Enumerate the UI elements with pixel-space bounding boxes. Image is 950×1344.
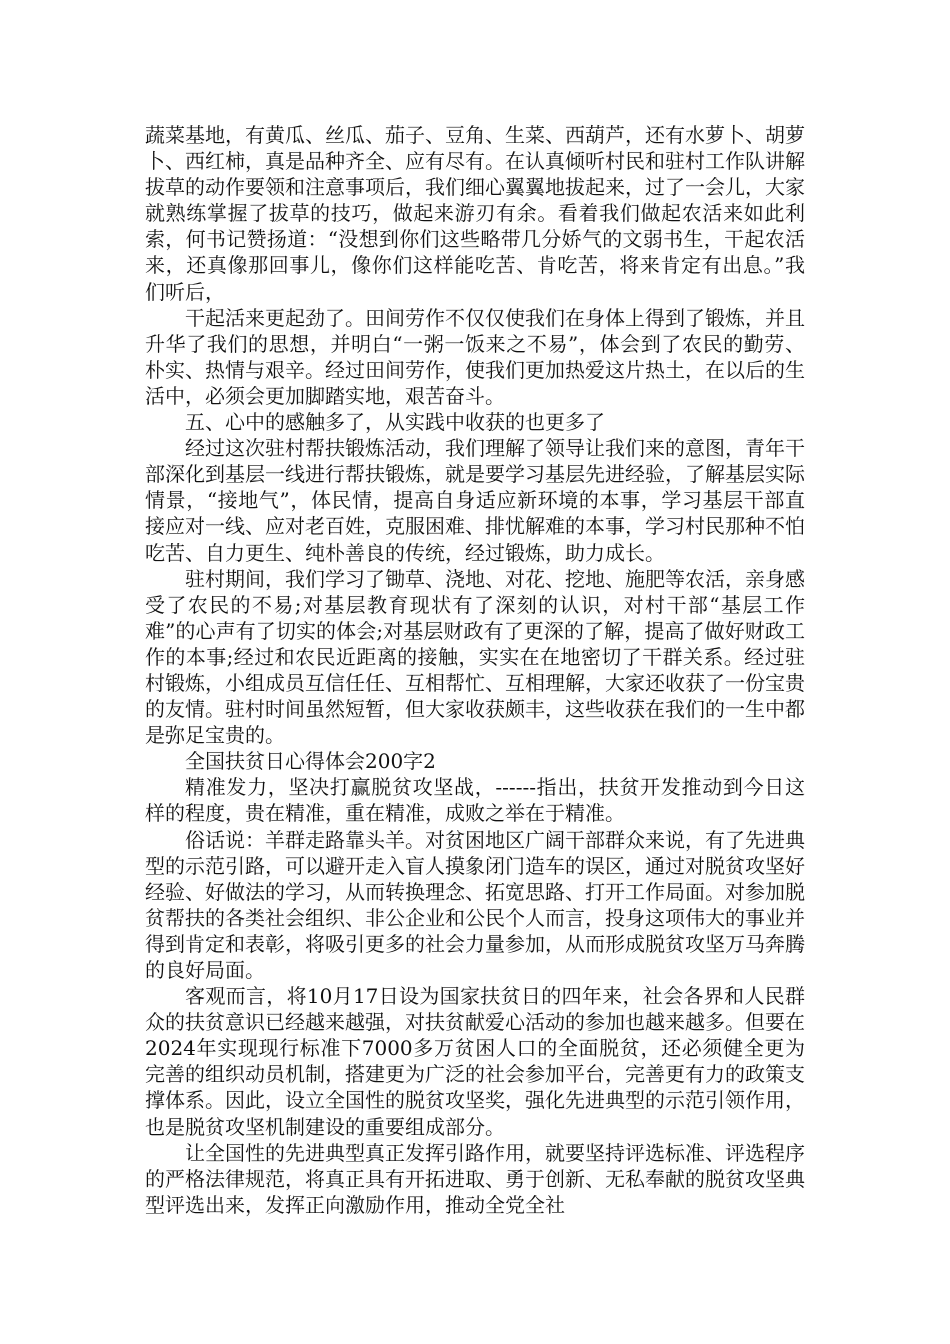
paragraph-vegetable-base: 蔬菜基地，有黄瓜、丝瓜、茄子、豆角、生菜、西葫芦，还有水萝卜、胡萝卜、西红柿，真是品种齐全、应有尽有。在认真倾听村民和驻村工作队讲解拔草的动作要领和注意事项后，我们细心翼翼地拔起来，过了一会儿，大家就熟练掌握了拔草的技巧，做起来游刃有余。看着我们做起农活来如此利索，何书记赞扬道：“没想到你们这些略带几分娇气的文弱书生，干起农活来，还真像那回事儿，像你们这样能吃苦、肯吃苦，将来肯定有出息。”我们听后， <box>145 123 805 304</box>
section-heading-poverty-day: 全国扶贫日心得体会200字2 <box>185 749 436 774</box>
paragraph-objective-view: 客观而言，将10月17日设为国家扶贫日的四年来，社会各界和人民群众的扶贫意识已经越来越强，对扶贫献爱心活动的参加也越来越多。但要在2024年实现现行标准下7000多万贫困人口的全面脱贫，还必须健全更为完善的组织动员机制，搭建更为广泛的社会参加平台，完善更有力的政策支撑体系。因此，设立全国性的脱贫攻坚奖，强化先进典型的示范引领作用，也是脱贫攻坚机制建设的重要组成部分。 <box>145 984 805 1139</box>
paragraph-precision-effort: 精准发力，坚决打赢脱贫攻坚战，------指出，扶贫开发推动到今日这样的程度，贵在精准，重在精准，成败之举在于精准。 <box>145 775 805 826</box>
paragraph-village-period: 驻村期间，我们学习了锄草、浇地、对花、挖地、施肥等农活，亲身感受了农民的不易;对基层教育现状有了深刻的认识，对村干部“基层工作难”的心声有了切实的体会;对基层财政有了更深的了解，提高了做好财政工作的本事;经过和农民近距离的接触，实实在在地密切了干群关系。经过驻村锻炼，小组成员互信任任、互相帮忙、互相理解，大家还收获了一份宝贵的友情。驻村时间虽然短暂，但大家收获颇丰，这些收获在我们的一生中都是弥足宝贵的。 <box>145 566 805 748</box>
paragraph-proverb: 俗话说：羊群走路靠头羊。对贫困地区广阔干部群众来说，有了先进典型的示范引路，可以避开走入盲人摸象闭门造车的误区，通过对脱贫攻坚好经验、好做法的学习，从而转换理念、拓宽思路、打开工作局面。对参加脱贫帮扶的各类社会组织、非公企业和公民个人而言，投身这项伟大的事业并得到肯定和表彰，将吸引更多的社会力量参加，从而形成脱贫攻坚万马奔腾的良好局面。 <box>145 827 805 982</box>
section-heading-five: 五、心中的感触多了，从实践中收获的也更多了 <box>185 410 605 435</box>
document-body <box>145 122 805 1218</box>
paragraph-activity-purpose: 经过这次驻村帮扶锻炼活动，我们理解了领导让我们来的意图，青年干部深化到基层一线进行帮扶锻炼，就是要学习基层先进经验，了解基层实际情景，“接地气”，体民情，提高自身适应新环境的本事，学习基层干部直接应对一线、应对老百姓，克服困难、排忧解难的本事，学习村民那种不怕吃苦、自力更生、纯朴善良的传统，经过锻炼，助力成长。 <box>145 436 805 565</box>
paragraph-national-model: 让全国性的先进典型真正发挥引路作用，就要坚持评选标准、评选程序的严格法律规范，将真正具有开拓进取、勇于创新、无私奉献的脱贫攻坚典型评选出来，发挥正向激励作用，推动全党全社 <box>145 1140 805 1217</box>
paragraph-work-energy: 干起活来更起劲了。田间劳作不仅仅使我们在身体上得到了锻炼，并且升华了我们的思想，并明白“一粥一饭来之不易”，体会到了农民的勤劳、朴实、热情与艰辛。经过田间劳作，使我们更加热爱这片热土，在以后的生活中，必须会更加脚踏实地，艰苦奋斗。 <box>145 305 805 408</box>
